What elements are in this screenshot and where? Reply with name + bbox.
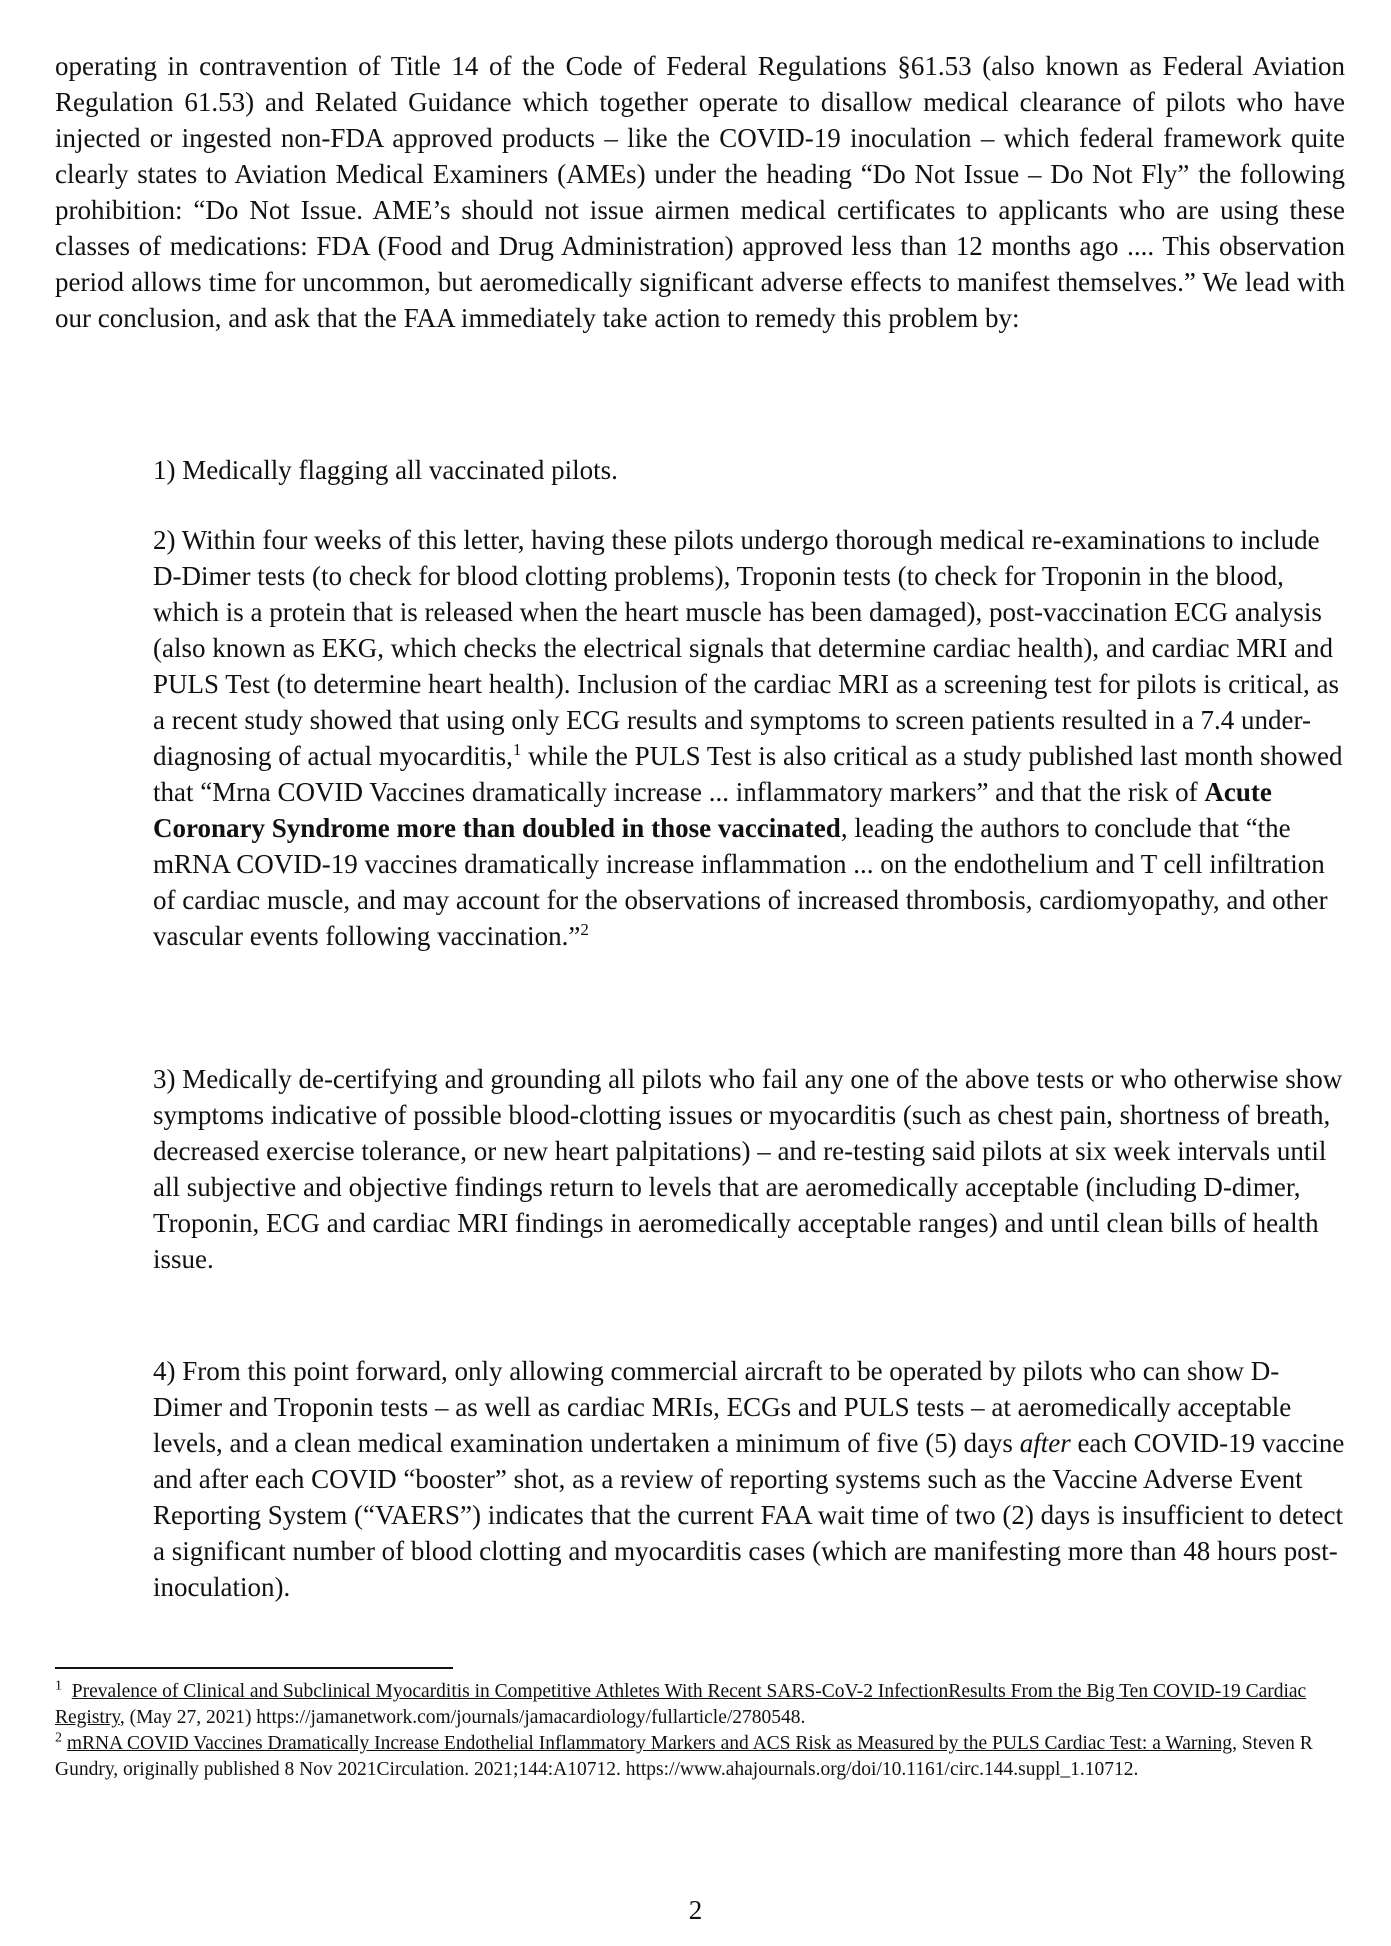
footnotes-section xyxy=(55,1679,1345,1783)
footnote-1-link[interactable]: Prevalence of Clinical and Subclinical Myocarditis in Competitive Athletes With Recent SARS-CoV-2 InfectionResults From the Big Ten COVID-19 Cardiac Registry xyxy=(55,1681,1307,1728)
page-number: 2 xyxy=(688,1895,703,1925)
list-item-2-text-b: while the PULS Test is also critical as a study published last month showed that “Mrna COVID Vaccines dramatically increase ... inflammatory markers” and that the risk of xyxy=(153,741,1343,807)
list-item-2-text-c: , leading the authors to conclude that “the mRNA COVID-19 vaccines dramatically increase inflammation ... on the endothelium and T cell infiltration of cardiac muscle, and may account for the observations of increased thrombosis, cardiomyopathy, and other vascular events following vaccination.” xyxy=(153,813,1328,951)
footnote-1 xyxy=(55,1679,1345,1731)
list-item-2-bold: Acute Coronary Syndrome more than doubled in those vaccinated xyxy=(153,777,1272,843)
list-item-4 xyxy=(153,1353,1345,1605)
list-item-4-italic: after xyxy=(1019,1428,1071,1458)
intro-text: operating in contravention of Title 14 of the Code of Federal Regulations §61.53 (also known as Federal Aviation Regulation 61.53) and Related Guidance which together operate to disallow medical clearance of pilots who have injected or ingested non-FDA approved products – like the COVID-19 inoculation – which federal framework quite clearly states to Aviation Medical Examiners (AMEs) under the heading “Do Not Issue – Do Not Fly” the following prohibition: “Do Not Issue. AME’s should not issue airmen medical certificates to applicants who are using these classes of medications: FDA (Food and Drug Administration) approved less than 12 months ago .... This observation period allows time for uncommon, but aeromedically significant adverse effects to manifest themselves.” We lead with our conclusion, and ask that the FAA immediately take action to remedy this problem by: xyxy=(55,51,1345,333)
footnote-ref-1[interactable]: 1 xyxy=(512,740,522,759)
list-item-2-text-a: 2) Within four weeks of this letter, having these pilots undergo thorough medical re-examinations to include D-Dimer tests (to check for blood clotting problems), Troponin tests (to check for Troponin in the blood, which is a protein that is released when the heart muscle has been damaged), post-vaccination ECG analysis (also known as EKG, which checks the electrical signals that determine cardiac health), and cardiac MRI and PULS Test (to determine heart health). Inclusion of the cardiac MRI as a screening test for pilots is critical, as a recent study showed that using only ECG results and symptoms to screen patients resulted in a 7.4 under-diagnosing of actual myocarditis, xyxy=(153,525,1340,771)
list-item-1 xyxy=(153,452,1345,488)
footnote-2-link[interactable]: mRNA COVID Vaccines Dramatically Increase Endothelial Inflammatory Markers and ACS Risk as Measured by the PULS Cardiac Test: a Warning xyxy=(66,1733,1233,1754)
intro-paragraph xyxy=(55,48,1345,336)
footnote-divider xyxy=(55,1667,453,1669)
footnote-2 xyxy=(55,1731,1345,1783)
list-item-4-text-b: each COVID-19 vaccine and after each COVID “booster” shot, as a review of reporting systems such as the Vaccine Adverse Event Reporting System (“VAERS”) indicates that the current FAA wait time of two (2) days is insufficient to detect a significant number of blood clotting and myocarditis cases (which are manifesting more than 48 hours post-inoculation). xyxy=(153,1428,1345,1602)
list-item-4-text-a: 4) From this point forward, only allowing commercial aircraft to be operated by pilots who can show D-Dimer and Troponin tests – as well as cardiac MRIs, ECGs and PULS tests – at aeromedically acceptable levels, and a clean medical examination undertaken a minimum of five (5) days xyxy=(153,1356,1292,1458)
list-item-3 xyxy=(153,1061,1345,1277)
list-item-2 xyxy=(153,522,1345,954)
footnote-1-rest: , (May 27, 2021) https://jamanetwork.com/journals/jamacardiology/fullarticle/2780548. xyxy=(119,1707,806,1728)
footnote-ref-2[interactable]: 2 xyxy=(580,920,589,939)
list-item-1-text: 1) Medically flagging all vaccinated pilots. xyxy=(153,455,618,485)
footnote-2-rest: , Steven R Gundry, originally published 8 Nov 2021Circulation. 2021;144:A10712. https://www.ahajournals.org/doi/10.1161/circ.144.suppl_1.10712. xyxy=(55,1733,1313,1780)
footnote-2-marker: 2 xyxy=(55,1730,62,1746)
footnote-1-marker: 1 xyxy=(55,1678,62,1694)
list-item-3-text: 3) Medically de-certifying and grounding all pilots who fail any one of the above tests or who otherwise show symptoms indicative of possible blood-clotting issues or myocarditis (such as chest pain, shortness of breath, decreased exercise tolerance, or new heart palpitations) – and re-testing said pilots at six week intervals until all subjective and objective findings return to levels that are aeromedically acceptable (including D-dimer, Troponin, ECG and cardiac MRI findings in aeromedically acceptable ranges) and until clean bills of health issue. xyxy=(153,1064,1343,1274)
